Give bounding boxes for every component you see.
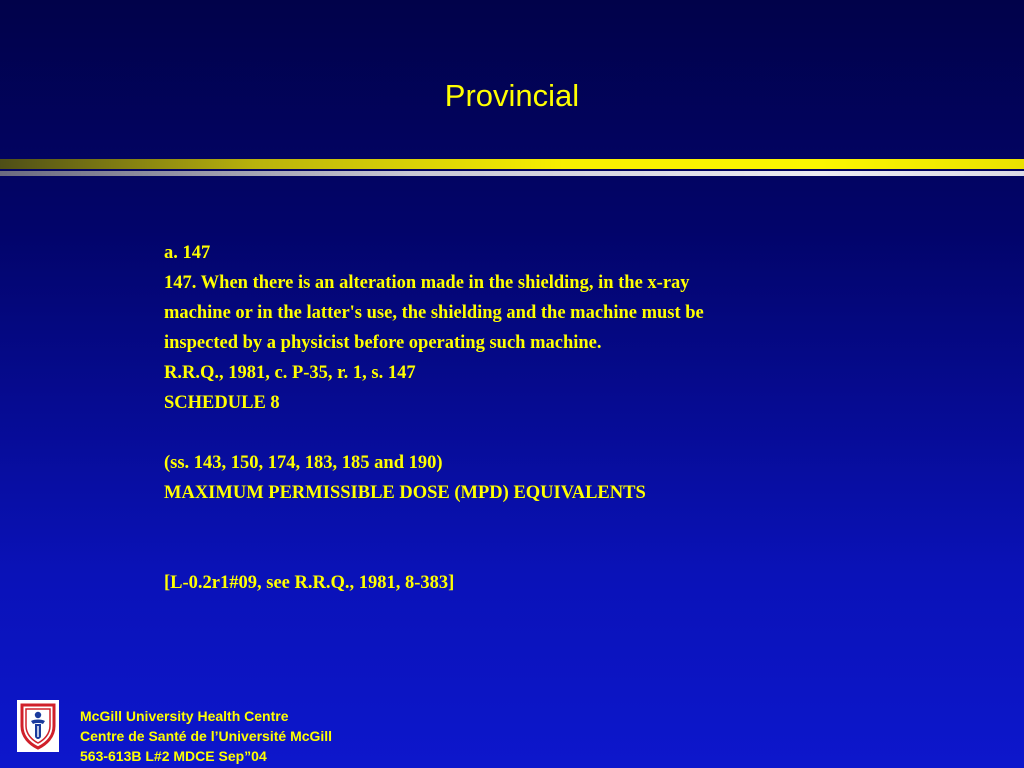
body-line-regulation-3: inspected by a physicist before operating such machine.	[164, 333, 602, 353]
title-divider-gold	[0, 159, 1024, 169]
slide-title: Provincial	[444, 78, 580, 113]
body-line-heading: MAXIMUM PERMISSIBLE DOSE (MPD) EQUIVALENTS	[164, 483, 646, 503]
body-line-regulation-1: 147. When there is an alteration made in the shielding, in the x-ray	[164, 273, 690, 293]
body-line-section-ref: a. 147	[164, 243, 211, 263]
footer-institution-en: McGill University Health Centre	[80, 708, 289, 724]
body-line-regulation-2: machine or in the latter's use, the shielding and the machine must be	[164, 303, 704, 323]
body-line-sections: (ss. 143, 150, 174, 183, 185 and 190)	[164, 453, 443, 473]
body-spacer	[164, 538, 884, 568]
muhc-logo-icon	[17, 700, 59, 752]
body-line-schedule: SCHEDULE 8	[164, 393, 280, 413]
body-line-citation: R.R.Q., 1981, c. P-35, r. 1, s. 147	[164, 363, 416, 383]
footer-course-ref: 563-613B L#2 MDCE Sep”04	[80, 748, 267, 764]
body-spacer	[164, 418, 884, 448]
body-line-reference: [L-0.2r1#09, see R.R.Q., 1981, 8-383]	[164, 573, 455, 593]
slide-body	[164, 238, 884, 598]
body-spacer	[164, 508, 884, 538]
footer-institution-fr: Centre de Santé de l’Université McGill	[80, 728, 333, 744]
footer	[80, 706, 332, 766]
title-divider-silver	[0, 171, 1024, 176]
